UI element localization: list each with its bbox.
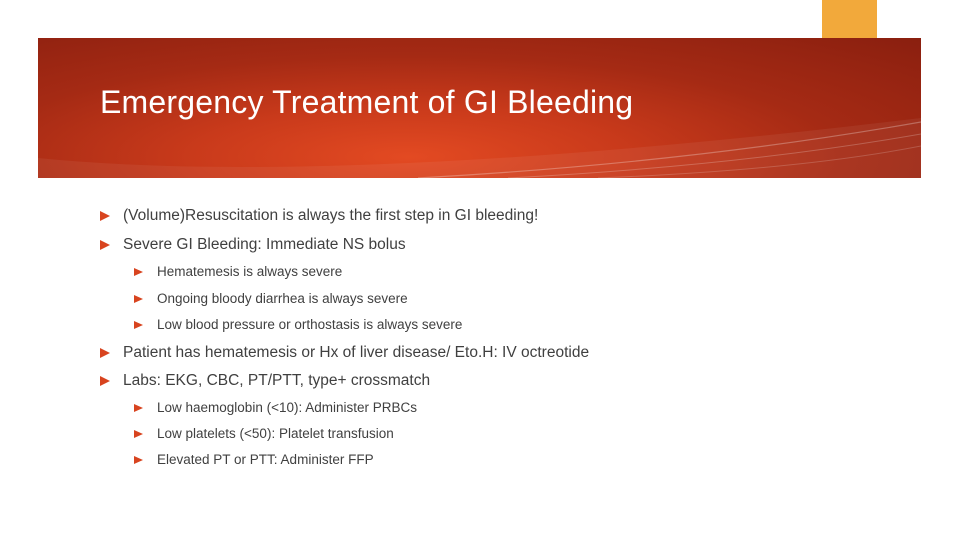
- triangle-bullet-icon: [100, 348, 110, 358]
- triangle-bullet-icon: [100, 376, 110, 386]
- triangle-bullet-icon: [134, 456, 143, 464]
- bullet-text: Elevated PT or PTT: Administer FFP: [157, 452, 374, 467]
- triangle-bullet-icon: [134, 404, 143, 412]
- bullet-text: Labs: EKG, CBC, PT/PTT, type+ crossmatch: [123, 372, 431, 389]
- sub-bullet-item: [134, 400, 417, 415]
- bullet-text: Low blood pressure or orthostasis is always severe: [157, 317, 463, 332]
- sub-bullet-item: [134, 317, 462, 332]
- slide-title: Emergency Treatment of GI Bleeding: [100, 84, 634, 120]
- triangle-bullet-icon: [100, 211, 110, 221]
- bullet-item: [100, 207, 538, 225]
- triangle-bullet-icon: [134, 321, 143, 329]
- sub-bullet-item: [134, 426, 394, 441]
- bullet-item: [100, 372, 430, 390]
- triangle-bullet-icon: [134, 295, 143, 303]
- triangle-bullet-icon: [134, 430, 143, 438]
- bullet-text: Low platelets (<50): Platelet transfusion: [157, 426, 394, 441]
- bullet-text: Low haemoglobin (<10): Administer PRBCs: [157, 400, 418, 415]
- bullet-text: Severe GI Bleeding: Immediate NS bolus: [123, 236, 406, 253]
- triangle-bullet-icon: [100, 240, 110, 250]
- bullet-item: [100, 344, 589, 362]
- sub-bullet-item: [134, 452, 374, 467]
- bullet-item: [100, 236, 406, 254]
- bullet-text: Hematemesis is always severe: [157, 264, 343, 279]
- bullet-text: Patient has hematemesis or Hx of liver disease/ Eto.H: IV octreotide: [123, 344, 590, 361]
- sub-bullet-item: [134, 291, 408, 306]
- triangle-bullet-icon: [134, 268, 143, 276]
- bullet-text: (Volume)Resuscitation is always the first step in GI bleeding!: [123, 207, 539, 224]
- sub-bullet-item: [134, 264, 342, 279]
- bullet-text: Ongoing bloody diarrhea is always severe: [157, 291, 408, 306]
